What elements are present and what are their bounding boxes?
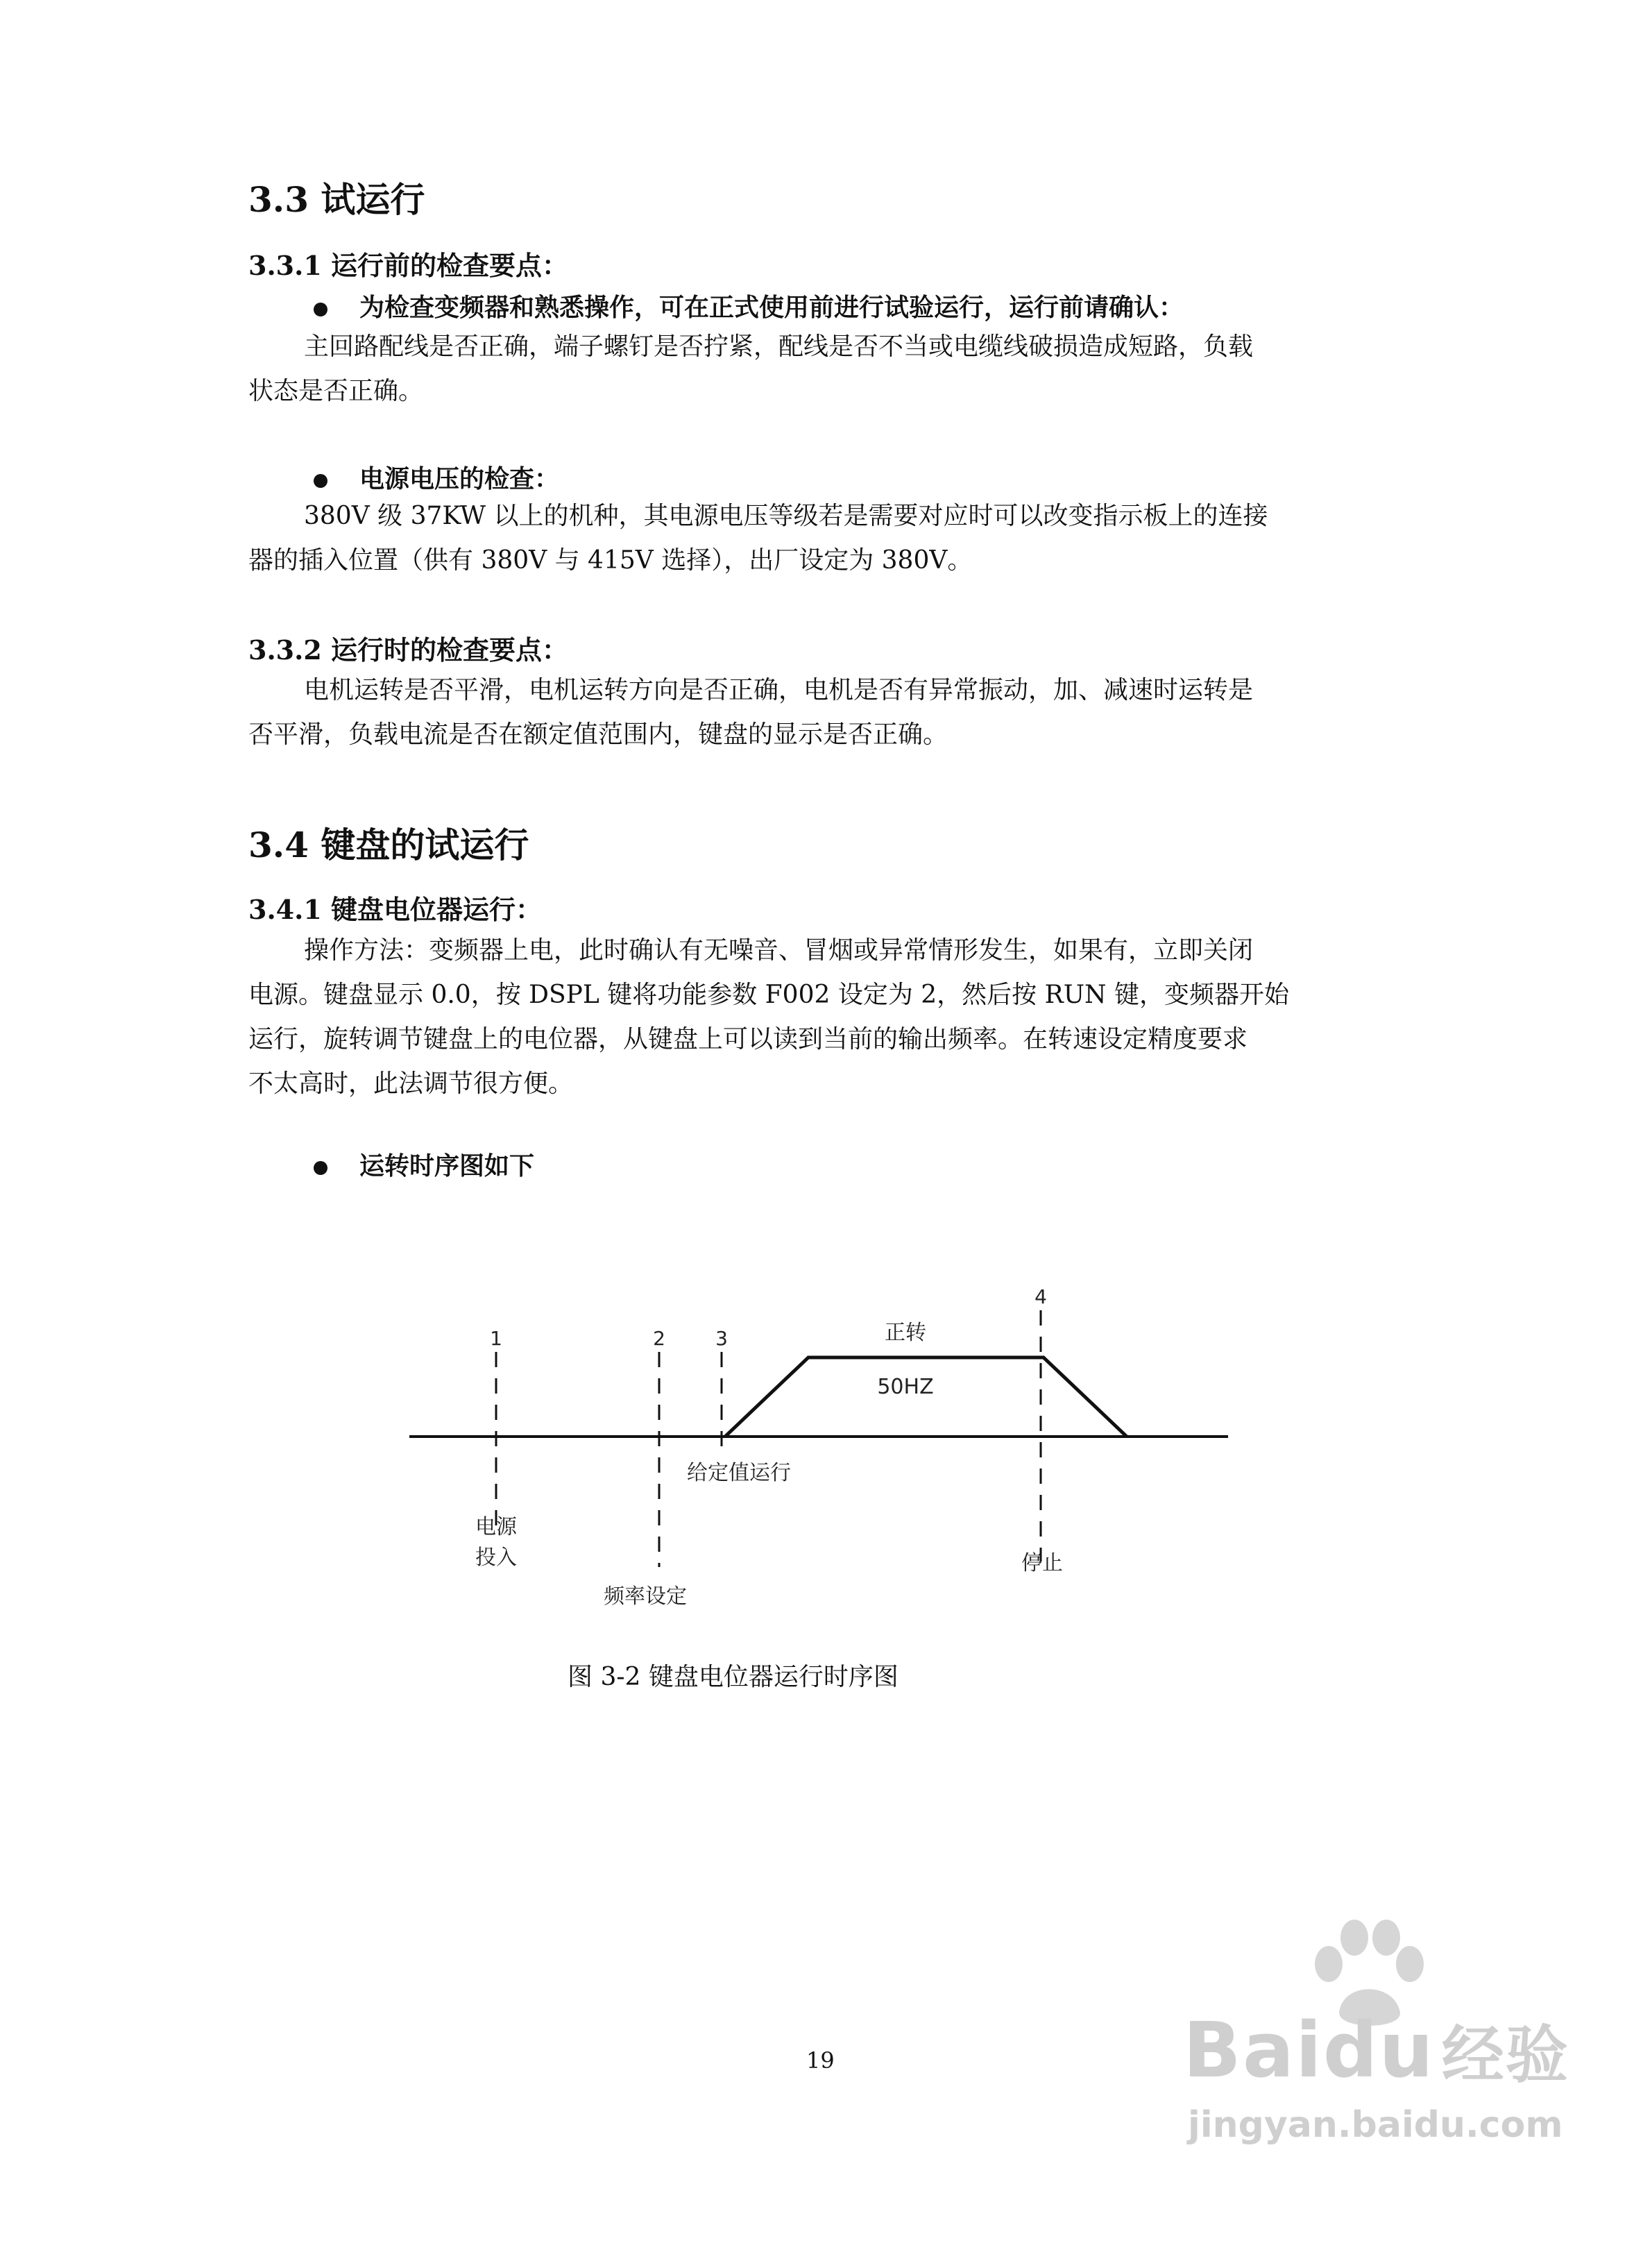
watermark-brand-left: Bai <box>1183 2006 1323 2094</box>
section-title-3-4: 3.4 键盘的试运行 <box>248 824 529 865</box>
power-on-label-line2: 投入 <box>475 1546 517 1570</box>
paragraph-line: 状态是否正确。 <box>248 377 424 405</box>
bullet-item <box>314 288 1184 323</box>
watermark-brand <box>1183 2004 1569 2094</box>
bullet-item <box>314 459 559 495</box>
paragraph-line: 否平滑，负载电流是否在额定值范围内，键盘的显示是否正确。 <box>248 720 948 749</box>
bullet-text: 运转时序图如下 <box>359 1151 535 1180</box>
bullet-dot-icon <box>314 303 327 316</box>
paragraph-line: 380V 级 37KW 以上的机种，其电源电压等级若是需要对应时可以改变指示板上的连接 <box>304 502 1268 530</box>
bullet-text: 电源电压的检查： <box>359 464 560 493</box>
power-on-label-line1: 电源 <box>475 1515 517 1539</box>
frequency-label: 50HZ <box>877 1375 934 1399</box>
bullet-text: 为检查变频器和熟悉操作，可在正式使用前进行试验运行，运行前请确认： <box>359 293 1184 322</box>
paragraph-line: 电源。键盘显示 0.0，按 DSPL 键将功能参数 F002 设定为 2，然后按 RUN 键，变频器开始 <box>248 981 1289 1009</box>
marker-label-3: 3 <box>715 1327 728 1350</box>
marker-label-1: 1 <box>490 1327 502 1350</box>
bullet-item <box>314 1146 534 1182</box>
given-run-label: 给定值运行 <box>687 1461 791 1485</box>
watermark-url: jingyan.baidu.com <box>1188 2104 1563 2146</box>
stop-label: 停止 <box>1021 1551 1063 1575</box>
paragraph <box>248 929 1407 1106</box>
section-title-3-3: 3.3 试运行 <box>248 179 425 220</box>
paragraph-line: 运行，旋转调节键盘上的电位器，从键盘上可以读到当前的输出频率。在转速设定精度要求 <box>248 1025 1248 1053</box>
paragraph-line: 电机运转是否平滑，电机运转方向是否正确，电机是否有异常振动，加、减速时运转是 <box>304 676 1254 704</box>
paragraph-line: 操作方法：变频器上电，此时确认有无噪音、冒烟或异常情形发生，如果有，立即关闭 <box>304 936 1254 965</box>
paragraph <box>248 325 1407 414</box>
watermark-brand-cn: 经验 <box>1441 2019 1569 2092</box>
paragraph-line: 不太高时，此法调节很方便。 <box>248 1069 574 1098</box>
paragraph <box>248 668 1407 757</box>
marker-label-4: 4 <box>1034 1285 1047 1308</box>
watermark-brand-right: du <box>1322 2006 1435 2094</box>
bullet-dot-icon <box>314 474 327 488</box>
paragraph <box>248 494 1407 583</box>
subsection-title-3-4-1: 3.4.1 键盘电位器运行： <box>248 894 543 925</box>
subsection-title-3-3-2: 3.3.2 运行时的检查要点： <box>248 634 569 666</box>
subsection-title-3-3-1: 3.3.1 运行前的检查要点： <box>248 250 569 281</box>
bullet-dot-icon <box>314 1161 327 1175</box>
timing-diagram <box>409 1270 1249 1631</box>
frequency-set-label: 频率设定 <box>604 1584 687 1609</box>
page-number: 19 <box>806 2047 835 2074</box>
figure-caption: 图 3-2 键盘电位器运行时序图 <box>568 1663 899 1691</box>
marker-label-2: 2 <box>653 1327 665 1350</box>
forward-label: 正转 <box>885 1321 926 1345</box>
paragraph-line: 主回路配线是否正确，端子螺钉是否拧紧，配线是否不当或电缆线破损造成短路，负载 <box>304 332 1254 361</box>
paragraph-line: 器的插入位置（供有 380V 与 415V 选择），出厂设定为 380V。 <box>248 546 973 575</box>
